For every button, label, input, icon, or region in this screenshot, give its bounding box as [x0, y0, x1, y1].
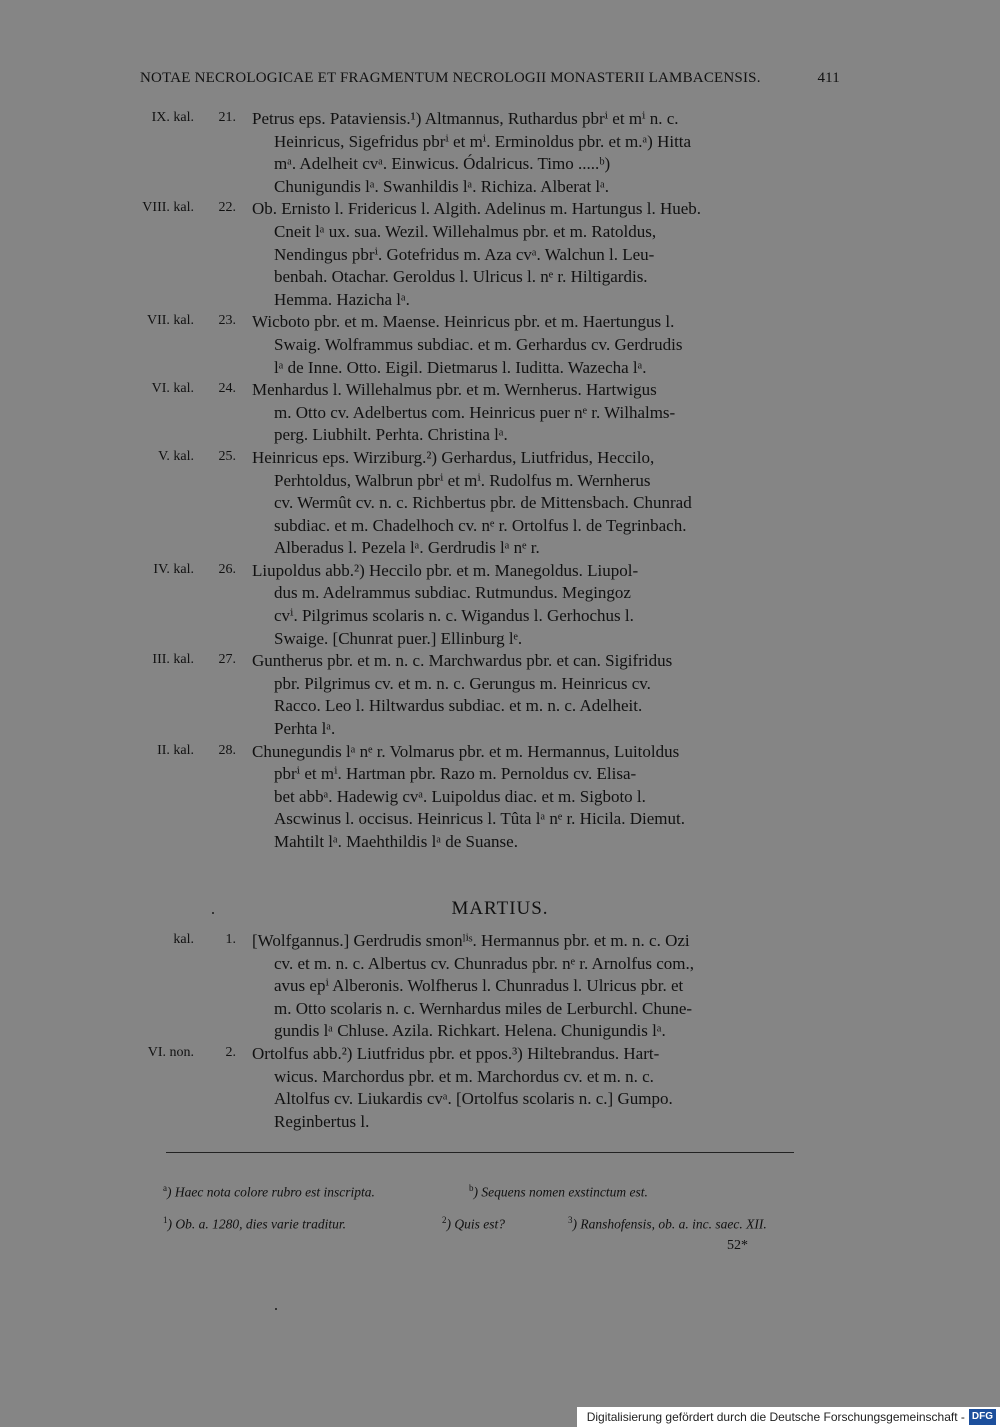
- credit-text: Digitalisierung gefördert durch die Deutsche Forschungsgemeinschaft -: [586, 1410, 965, 1424]
- entry-text: [252, 560, 844, 650]
- day-number: 22.: [218, 200, 236, 216]
- calendar-date: VIII. kal.: [142, 200, 194, 216]
- calendar-date: IV. kal.: [153, 561, 194, 577]
- entry-line: Chunegundis lᵃ nᵉ r. Volmarus pbr. et m. Hermannus, Luitoldus: [252, 741, 680, 761]
- entry-line: benbah. Otachar. Geroldus l. Ulricus l. nᵉ r. Hiltigardis.: [274, 267, 648, 287]
- necrology-entry: [0, 930, 1000, 1043]
- entry-line: gundis lᵃ Chluse. Azila. Richkart. Helena. Chunigundis lᵃ.: [274, 1021, 666, 1041]
- entry-line: Chunigundis lᵃ. Swanhildis lᵃ. Richiza. Alberat lᵃ.: [274, 176, 610, 196]
- entry-line: Cneit lᵃ ux. sua. Wezil. Willehalmus pbr. et m. Ratoldus,: [274, 221, 657, 241]
- day-number: 28.: [218, 742, 236, 758]
- footnote-3-text: Ranshofensis, ob. a. inc. saec. XII.: [580, 1216, 767, 1232]
- entry-line: Ortolfus abb.²) Liutfridus pbr. et ppos.³) Hiltebrandus. Hart-: [252, 1043, 660, 1063]
- entry-text: [252, 198, 844, 311]
- necrology-entry: [0, 198, 1000, 311]
- entry-line: Reginbertus l.: [274, 1111, 370, 1131]
- footnote-a: $^a$) Haec nota colore rubro est inscripta.: [163, 1183, 375, 1200]
- entry-line: m. Otto scolaris n. c. Wernhardus miles de Lerburchl. Chune-: [274, 998, 693, 1018]
- entry-text: [252, 650, 844, 740]
- footnote-1-text: Ob. a. 1280, dies varie traditur.: [175, 1216, 346, 1232]
- entry-line: cv. Wermût cv. n. c. Richbertus pbr. de Mittensbach. Chunrad: [274, 493, 692, 513]
- speck: [212, 912, 214, 914]
- footnote-1-mark: 1: [163, 1215, 168, 1225]
- footnote-b-text: Sequens nomen exstinctum est.: [481, 1184, 648, 1200]
- footnote-divider: [166, 1152, 794, 1153]
- footnote-b-mark: b: [469, 1183, 474, 1193]
- day-number: 21.: [218, 110, 236, 125]
- entry-line: Petrus eps. Pataviensis.¹) Altmannus, Ruthardus pbrⁱ et mⁱ n. c.: [252, 109, 679, 128]
- entry-line: Guntherus pbr. et m. n. c. Marchwardus pbr. et can. Sigifridus: [252, 651, 673, 671]
- necrology-entry: [0, 560, 1000, 650]
- entry-line: wicus. Marchordus pbr. et m. Marchordus cv. et m. n. c.: [274, 1066, 654, 1086]
- entry-line: Wicboto pbr. et m. Maense. Heinricus pbr. et m. Haertungus l.: [252, 312, 675, 332]
- entry-line: Mahtilt lᵃ. Maehthildis lᵃ de Suanse.: [274, 832, 518, 851]
- entry-line: Perhta lᵃ.: [274, 719, 336, 739]
- entry-line: dus m. Adelrammus subdiac. Rutmundus. Megingoz: [274, 583, 631, 603]
- signature-mark: 52*: [727, 1238, 748, 1253]
- entry-text: [252, 379, 844, 447]
- entry-line: Alberadus l. Pezela lᵃ. Gerdrudis lᵃ nᵉ r.: [274, 538, 540, 558]
- entry-line: mᵃ. Adelheit cvᵃ. Einwicus. Ódalricus. Timo .....ᵇ): [274, 154, 611, 174]
- entry-text: [252, 1043, 844, 1133]
- entry-line: Swaig. Wolframmus subdiac. et m. Gerhardus cv. Gerdrudis: [274, 334, 683, 354]
- digitization-credit: [577, 1407, 1000, 1427]
- entry-line: Ob. Ernisto l. Fridericus l. Algith. Adelinus m. Hartungus l. Hueb.: [252, 199, 702, 219]
- entry-line: Menhardus l. Willehalmus pbr. et m. Wernherus. Hartwigus: [252, 380, 657, 400]
- footnote-2-mark: 2: [442, 1215, 447, 1225]
- entry-line: Altolfus cv. Liukardis cvᵃ. [Ortolfus scolaris n. c.] Gumpo.: [274, 1089, 673, 1109]
- calendar-date: III. kal.: [152, 652, 194, 668]
- footnote-1: $^1$) Ob. a. 1280, dies varie traditur.: [163, 1215, 346, 1232]
- day-number: 27.: [218, 652, 236, 668]
- necrology-entry: [0, 108, 1000, 198]
- month-heading: MARTIUS.: [451, 898, 549, 919]
- necrology-entry: [0, 447, 1000, 560]
- entry-text: [252, 108, 844, 198]
- entry-line: Perhtoldus, Walbrun pbrⁱ et mⁱ. Rudolfus m. Wernherus: [274, 470, 651, 490]
- entry-line: bet abbᵃ. Hadewig cvᵃ. Luipoldus diac. et m. Sigboto l.: [274, 786, 646, 806]
- dfg-logo: DFG: [969, 1409, 996, 1425]
- entry-line: m. Otto cv. Adelbertus com. Heinricus puer nᵉ r. Wilhalms-: [274, 402, 676, 422]
- entry-line: cvⁱ. Pilgrimus scolaris n. c. Wigandus l. Gerhochus l.: [274, 606, 634, 626]
- calendar-date: VI. non.: [147, 1044, 194, 1060]
- calendar-date: II. kal.: [157, 742, 194, 758]
- calendar-date: kal.: [173, 932, 194, 947]
- entry-line: Hemma. Hazicha lᵃ.: [274, 289, 410, 309]
- march-entries: [0, 930, 1000, 1133]
- footnote-3-mark: 3: [568, 1215, 573, 1225]
- entry-text: [252, 311, 844, 379]
- entry-text: [252, 930, 844, 1043]
- day-number: 2.: [225, 1044, 236, 1060]
- page-number: 411: [817, 70, 840, 86]
- footnote-3: $^3$) Ranshofensis, ob. a. inc. saec. XII.: [568, 1215, 767, 1232]
- entry-line: subdiac. et m. Chadelhoch cv. nᵉ r. Ortolfus l. de Tegrinbach.: [274, 515, 687, 535]
- footnote-a-text: Haec nota colore rubro est inscripta.: [174, 1184, 375, 1200]
- footnote-2: $^2$) Quis est?: [442, 1215, 505, 1232]
- entry-text: [252, 741, 844, 854]
- entry-line: Liupoldus abb.²) Heccilo pbr. et m. Manegoldus. Liupol-: [252, 560, 639, 580]
- entry-line: avus epⁱ Alberonis. Wolfherus l. Chunradus l. Ulricus pbr. et: [274, 976, 684, 996]
- entry-line: Heinricus eps. Wirziburg.²) Gerhardus, Liutfridus, Heccilo,: [252, 447, 655, 467]
- necrology-entry: [0, 741, 1000, 854]
- entry-line: [Wolfgannus.] Gerdrudis smonˡⁱˢ. Hermannus pbr. et m. n. c. Ozi: [252, 931, 690, 950]
- speck: [275, 1308, 277, 1310]
- day-number: 26.: [218, 561, 236, 577]
- entry-line: cv. et m. n. c. Albertus cv. Chunradus pbr. nᵉ r. Arnolfus com.,: [274, 953, 695, 973]
- entry-line: Swaige. [Chunrat puer.] Ellinburg lᵉ.: [274, 628, 523, 648]
- entry-line: Ascwinus l. occisus. Heinricus l. Tûta lᵃ nᵉ r. Hicila. Diemut.: [274, 809, 685, 829]
- footnote-a-mark: a: [163, 1183, 167, 1193]
- february-entries: [0, 108, 1000, 854]
- entry-line: Racco. Leo l. Hiltwardus subdiac. et m. n. c. Adelheit.: [274, 696, 643, 716]
- entry-line: lᵃ de Inne. Otto. Eigil. Dietmarus l. Iuditta. Wazecha lᵃ.: [274, 357, 647, 377]
- day-number: 1.: [225, 932, 236, 947]
- calendar-date: IX. kal.: [151, 110, 194, 125]
- entry-line: pbr. Pilgrimus cv. et m. n. c. Gerungus m. Heinricus cv.: [274, 673, 651, 693]
- footnote-2-text: Quis est?: [454, 1216, 505, 1232]
- running-title: NOTAE NECROLOGICAE ET FRAGMENTUM NECROLOGII MONASTERII LAMBACENSIS.: [140, 70, 761, 86]
- day-number: 24.: [218, 381, 236, 397]
- day-number: 25.: [218, 448, 236, 464]
- day-number: 23.: [218, 313, 236, 329]
- calendar-date: VII. kal.: [146, 313, 194, 329]
- entry-line: Nendingus pbrⁱ. Gotefridus m. Aza cvᵃ. Walchun l. Leu-: [274, 244, 655, 264]
- necrology-entry: [0, 379, 1000, 447]
- entry-line: Heinricus, Sigefridus pbrⁱ et mⁱ. Erminoldus pbr. et m.ᵃ) Hitta: [274, 131, 692, 151]
- calendar-date: V. kal.: [158, 448, 194, 464]
- necrology-entry: [0, 311, 1000, 379]
- necrology-entry: [0, 1043, 1000, 1133]
- footnote-b: $^b$) Sequens nomen exstinctum est.: [469, 1183, 648, 1200]
- calendar-date: VI. kal.: [151, 381, 194, 397]
- entry-line: perg. Liubhilt. Perhta. Christina lᵃ.: [274, 425, 508, 445]
- entry-text: [252, 447, 844, 560]
- necrology-entry: [0, 650, 1000, 740]
- entry-line: pbrⁱ et mⁱ. Hartman pbr. Razo m. Pernoldus cv. Elisa-: [274, 764, 637, 784]
